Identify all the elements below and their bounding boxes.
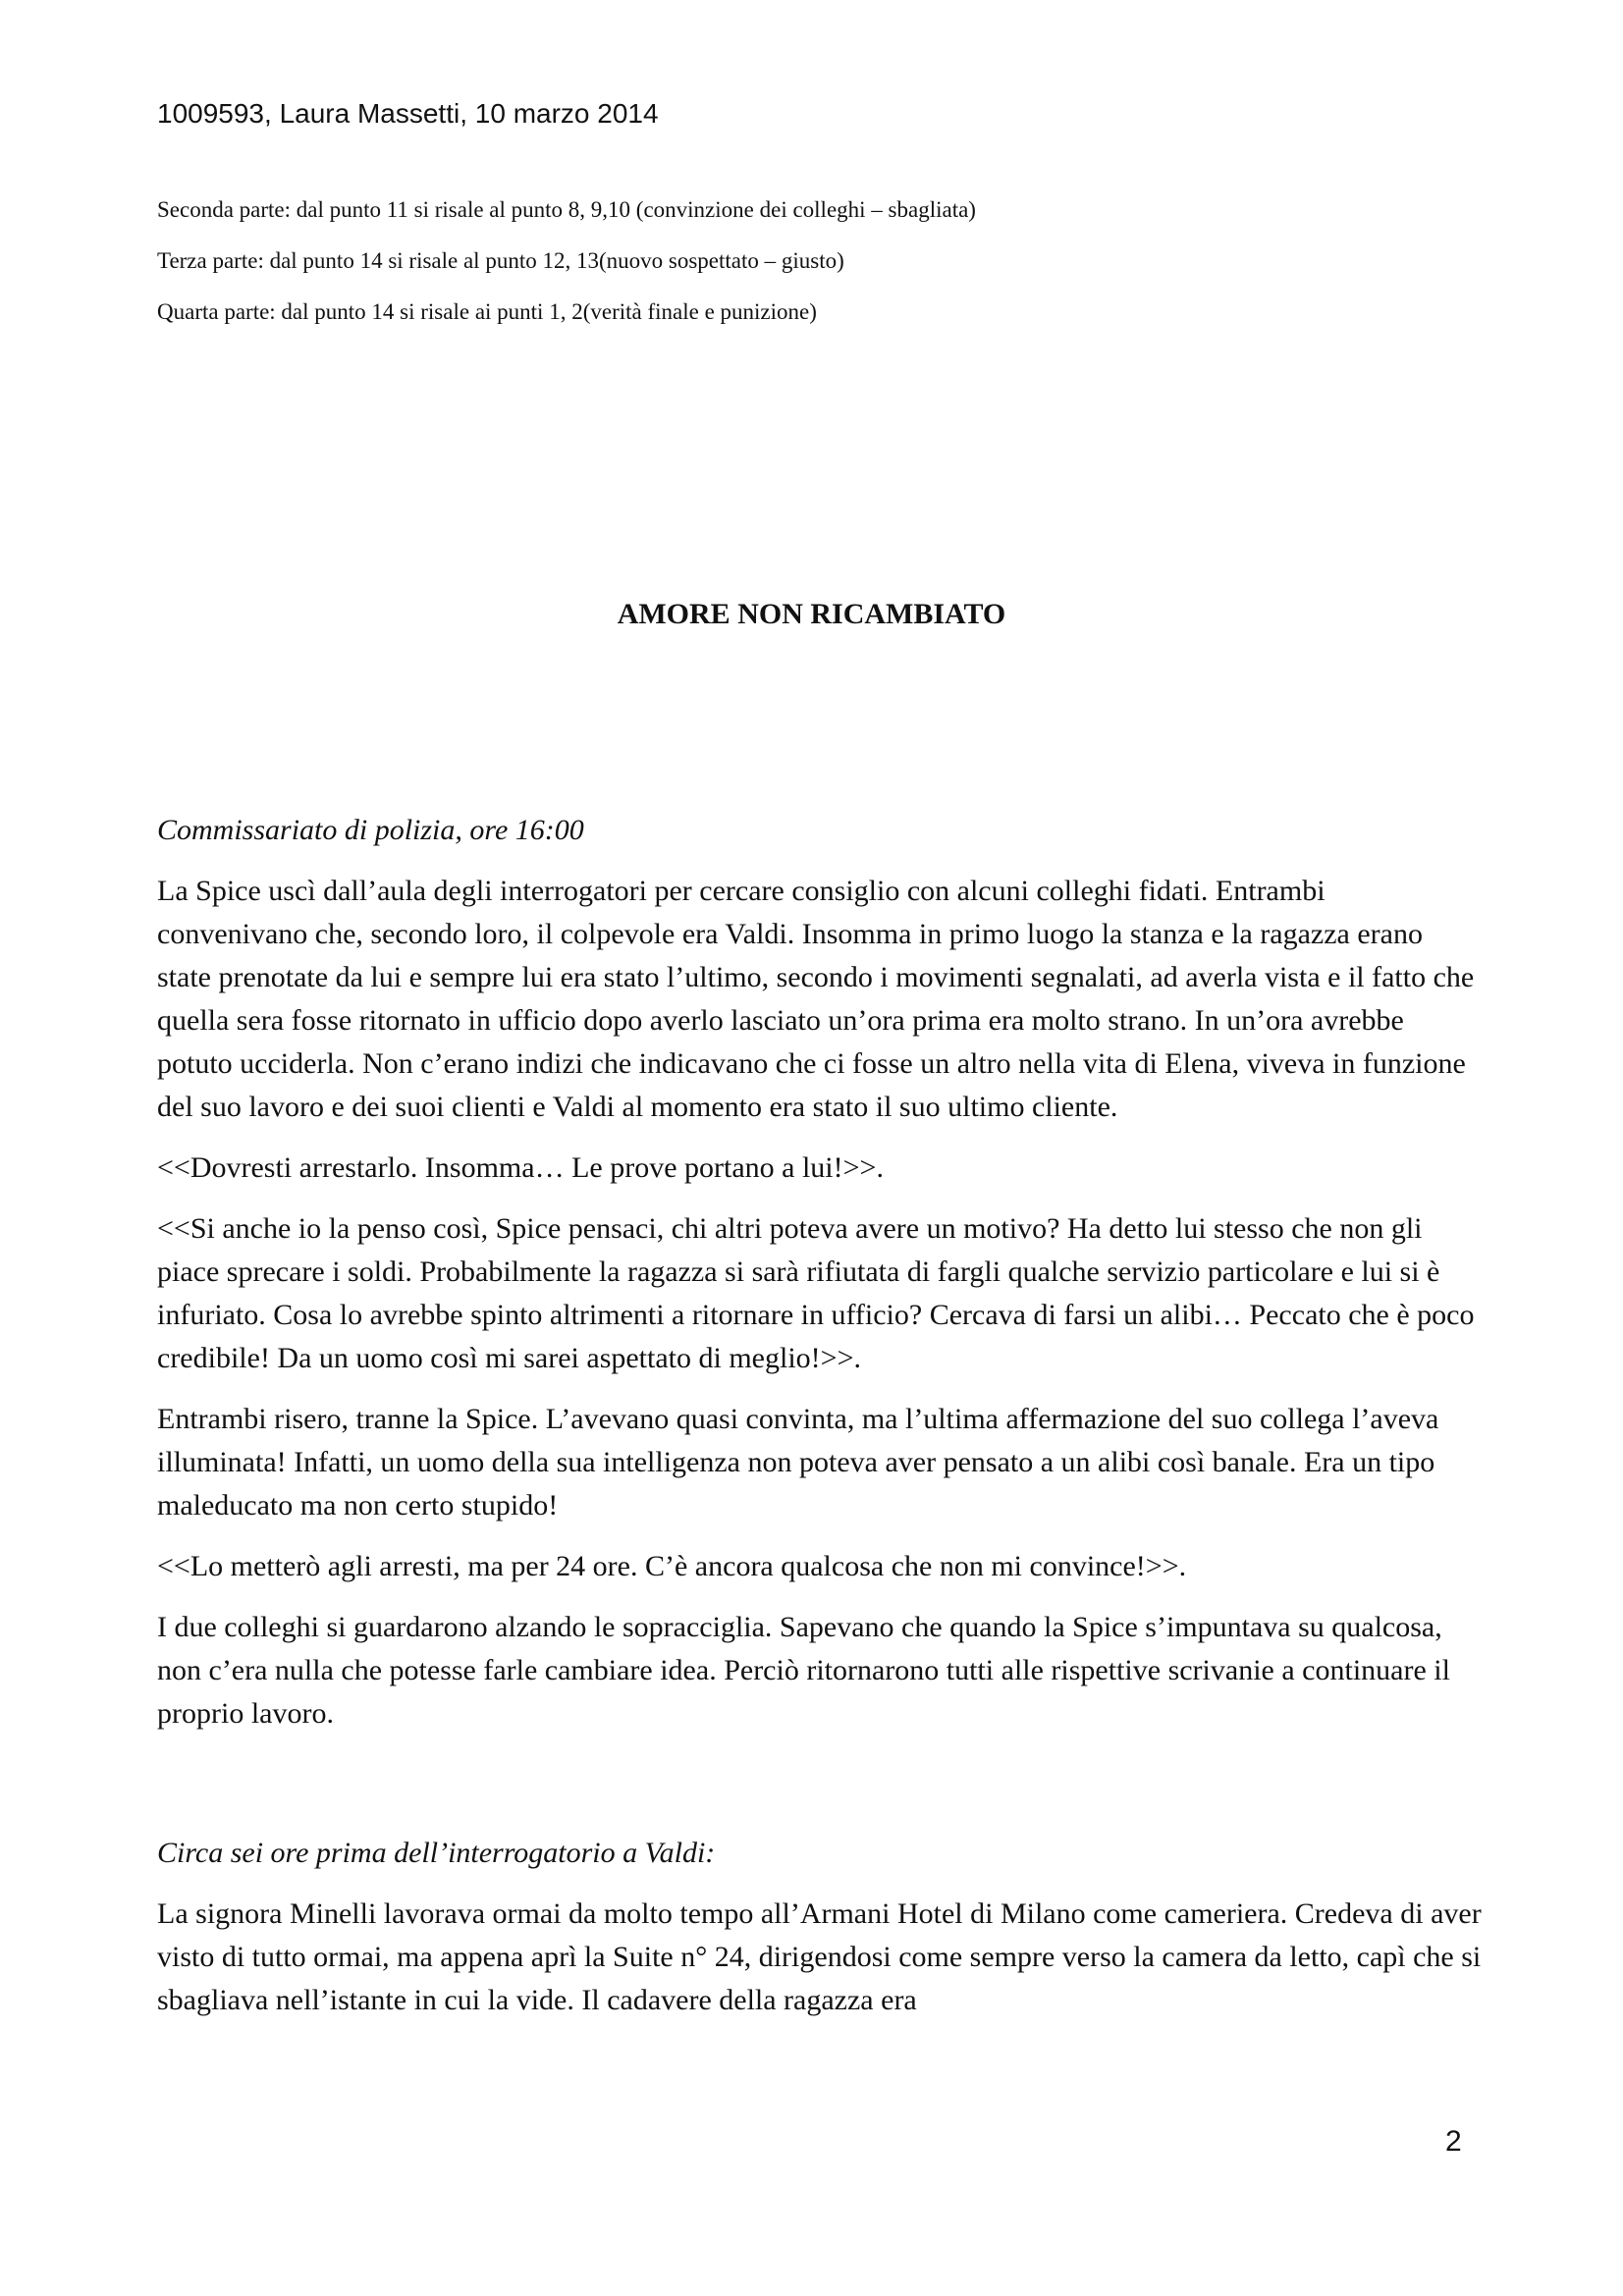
section-heading: Commissariato di polizia, ore 16:00 [157, 814, 584, 846]
story-body [157, 809, 1483, 2040]
paragraph: <<Lo metterò agli arresti, ma per 24 ore. C’è ancora qualcosa che non mi convince!>>. [157, 1550, 1187, 1582]
paragraph: <<Dovresti arrestarlo. Insomma… Le prove portano a lui!>>. [157, 1151, 884, 1184]
paragraph: <<Si anche io la penso così, Spice pensaci, chi altri poteva avere un motivo? Ha detto lui stesso che non gli piace sprecare i soldi. Probabilmente la ragazza si sarà rifiutata di fargli qualche servizio particolare e lui si è infuriato. Cosa lo avrebbe spinto altrimenti a ritornare in ufficio? Cercava di farsi un alibi… Peccato che è poco credibile! Da un uomo così mi sarei aspettato di meglio!>>. [157, 1212, 1475, 1374]
section-heading: Circa sei ore prima dell’interrogatorio a Valdi: [157, 1837, 716, 1869]
page-header: 1009593, Laura Massetti, 10 marzo 2014 [157, 98, 659, 129]
page-number: 2 [1445, 2125, 1462, 2158]
paragraph: I due colleghi si guardarono alzando le sopracciglia. Sapevano che quando la Spice s’impuntava su qualcosa, non c’era nulla che potesse farle cambiare idea. Perciò ritornarono tutti alle rispettive scrivanie a continuare il proprio lavoro. [157, 1611, 1450, 1730]
outline-item: Seconda parte: dal punto 11 si risale al punto 8, 9,10 (convinzione dei colleghi – sbagliata) [157, 197, 976, 222]
outline-item: Terza parte: dal punto 14 si risale al punto 12, 13(nuovo sospettato – giusto) [157, 248, 844, 273]
paragraph: La signora Minelli lavorava ormai da molto tempo all’Armani Hotel di Milano come cameriera. Credeva di aver visto di tutto ormai, ma appena aprì la Suite n° 24, dirigendosi come sempre verso la camera da letto, capì che si sbagliava nell’istante in cui la vide. Il cadavere della ragazza era [157, 1897, 1482, 2016]
story-title: AMORE NON RICAMBIATO [617, 598, 1006, 630]
paragraph: La Spice uscì dall’aula degli interrogatori per cercare consiglio con alcuni colleghi fidati. Entrambi convenivano che, secondo loro, il colpevole era Valdi. Insomma in primo luogo la stanza e la ragazza erano state prenotate da lui e sempre lui era stato l’ultimo, secondo i movimenti segnalati, ad averla vista e il fatto che quella sera fosse ritornato in ufficio dopo averlo lasciato un’ora prima era molto strano. In un’ora avrebbe potuto ucciderla. Non c’erano indizi che indicavano che ci fosse un altro nella vita di Elena, viveva in funzione del suo lavoro e dei suoi clienti e Valdi al momento era stato il suo ultimo cliente. [157, 875, 1475, 1123]
paragraph: Entrambi risero, tranne la Spice. L’avevano quasi convinta, ma l’ultima affermazione del suo collega l’aveva illuminata! Infatti, un uomo della sua intelligenza non poteva aver pensato a un alibi così banale. Era un tipo maleducato ma non certo stupido! [157, 1403, 1439, 1522]
section-spacer [157, 1753, 1483, 1832]
outline-item: Quarta parte: dal punto 14 si risale ai punti 1, 2(verità finale e punizione) [157, 299, 817, 324]
outline-list [157, 192, 1512, 346]
